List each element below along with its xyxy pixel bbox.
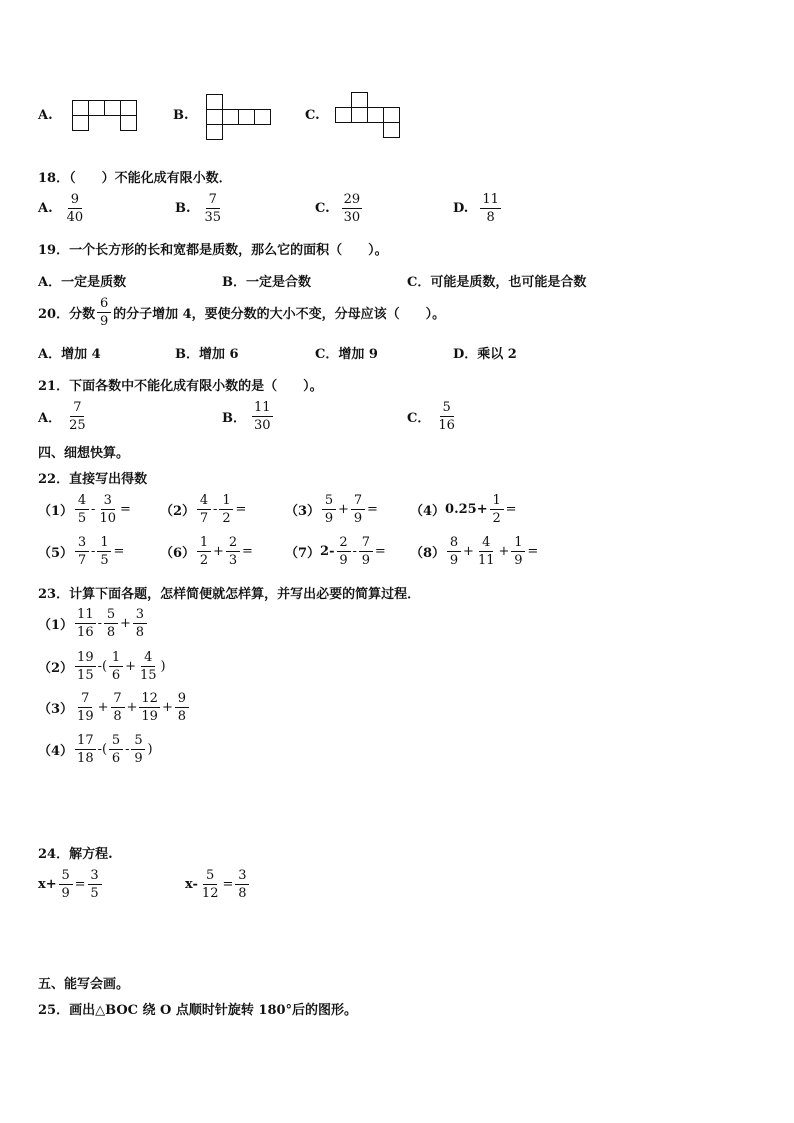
text: C. — [315, 201, 330, 216]
text: - — [91, 544, 96, 559]
text: + — [338, 502, 349, 517]
q19-option-a — [38, 271, 126, 290]
q18-option-b — [175, 193, 225, 224]
fraction — [67, 401, 88, 432]
q22-item-7 — [285, 536, 386, 567]
fraction — [111, 692, 125, 723]
q23-item-2 — [38, 651, 166, 682]
numerator: 4 — [75, 494, 89, 510]
fraction — [97, 536, 111, 567]
denominator: 9 — [514, 553, 523, 568]
numerator: 1 — [511, 536, 525, 552]
text: B．增加 6 — [175, 347, 239, 362]
denominator: 9 — [99, 314, 109, 329]
text: （3） — [38, 702, 74, 717]
text: ) — [160, 659, 166, 674]
fraction — [104, 608, 118, 639]
text: （1） — [38, 504, 74, 519]
q22-stem — [38, 468, 147, 487]
denominator: 8 — [177, 709, 186, 724]
text: ) — [147, 742, 153, 757]
fraction — [235, 869, 249, 900]
fraction — [219, 494, 233, 525]
fraction — [131, 734, 145, 765]
numerator: 1 — [219, 494, 233, 510]
denominator: 30 — [254, 418, 271, 433]
numerator: 8 — [447, 536, 461, 552]
numerator: 2 — [226, 536, 240, 552]
text: = — [222, 877, 234, 892]
text: B． — [222, 411, 246, 426]
fraction — [65, 193, 86, 224]
denominator: 5 — [100, 553, 109, 568]
q19-stem — [38, 239, 388, 258]
denominator: 6 — [111, 751, 121, 766]
text: 五、能写会画。 — [38, 977, 130, 992]
text: + — [498, 544, 510, 559]
numerator: 9 — [68, 193, 82, 209]
q18-option-a — [38, 193, 87, 224]
q17-b-label: B. — [173, 108, 189, 123]
fraction — [203, 193, 224, 224]
fraction — [75, 608, 96, 639]
fraction — [175, 692, 189, 723]
section-4-title — [38, 442, 129, 461]
q18-option-d — [453, 193, 503, 224]
text: = — [527, 544, 539, 559]
denominator: 9 — [61, 886, 70, 901]
denominator: 9 — [339, 553, 348, 568]
fraction — [197, 536, 211, 567]
text: + — [161, 700, 173, 715]
text: （8） — [410, 546, 446, 561]
fraction — [97, 494, 118, 525]
q17-net-b — [206, 94, 272, 142]
fraction — [75, 734, 96, 765]
text: （2） — [38, 661, 74, 676]
text: = — [366, 502, 378, 517]
numerator: 3 — [133, 608, 147, 624]
fraction — [342, 193, 363, 224]
numerator: 5 — [131, 734, 145, 750]
q17-c-label: C. — [305, 108, 320, 123]
denominator: 6 — [111, 668, 121, 683]
text: = — [241, 544, 253, 559]
q17-option-c — [305, 108, 320, 123]
denominator: 5 — [77, 511, 87, 526]
denominator: 8 — [238, 886, 247, 901]
denominator: 16 — [438, 418, 455, 433]
text: x+ — [38, 877, 57, 892]
numerator: 6 — [97, 297, 111, 313]
fraction — [97, 297, 111, 328]
q21-option-c — [407, 401, 459, 432]
numerator: 7 — [78, 692, 92, 708]
text: - — [213, 502, 218, 517]
q18-option-c — [315, 193, 364, 224]
q17-option-a — [38, 108, 53, 123]
text: 23．计算下面各题，怎样简便就怎样算，并写出必要的简算过程． — [38, 587, 421, 602]
text: （4） — [38, 744, 74, 759]
denominator: 9 — [353, 511, 363, 526]
fraction — [59, 869, 73, 900]
denominator: 2 — [222, 511, 231, 526]
text: 的分子增加 4，要使分数的大小不变，分母应该（ ）。 — [113, 307, 446, 322]
numerator: 19 — [77, 650, 94, 665]
fraction — [337, 536, 351, 567]
fraction — [200, 869, 221, 900]
text: A．增加 4 — [38, 347, 101, 362]
q17-option-b — [173, 108, 189, 123]
numerator: 5 — [59, 869, 73, 885]
text: 19．一个长方形的长和宽都是质数，那么它的面积（ ）。 — [38, 243, 388, 258]
text: （5） — [38, 546, 74, 561]
numerator: 3 — [101, 494, 115, 510]
denominator: 5 — [90, 886, 99, 901]
numerator: 5 — [109, 734, 123, 750]
text: B. — [175, 201, 191, 216]
text: - — [352, 544, 357, 559]
numerator: 5 — [203, 869, 217, 885]
section-5-title — [38, 973, 129, 992]
fraction — [476, 536, 497, 567]
text: C．增加 9 — [315, 347, 378, 362]
fraction — [359, 536, 373, 567]
text: -( — [97, 742, 108, 757]
denominator: 10 — [99, 511, 116, 526]
text: D. — [453, 201, 469, 216]
numerator: 1 — [490, 494, 504, 510]
text: A． — [38, 411, 62, 426]
q24-equation-1 — [38, 869, 104, 900]
q20-option-b — [175, 343, 239, 362]
text: x- — [185, 877, 198, 892]
denominator: 8 — [113, 709, 122, 724]
text: A. — [38, 201, 53, 216]
q19-option-b — [222, 271, 311, 290]
q23-item-1 — [38, 608, 149, 639]
text: 四、细想快算。 — [38, 446, 130, 461]
text: C．可能是质数，也可能是合数 — [407, 275, 587, 290]
fraction — [322, 494, 336, 525]
fraction — [109, 734, 123, 765]
text: = — [374, 544, 386, 559]
fraction — [88, 869, 102, 900]
denominator: 9 — [361, 553, 371, 568]
denominator: 7 — [199, 511, 209, 526]
denominator: 19 — [141, 709, 158, 724]
q17-net-c — [335, 92, 403, 142]
text: （1） — [38, 618, 74, 633]
fraction — [252, 401, 273, 432]
numerator: 4 — [197, 494, 211, 510]
denominator: 12 — [201, 886, 219, 901]
numerator: 3 — [235, 869, 249, 885]
text: 21．下面各数中不能化成有限小数的是（ ）。 — [38, 379, 323, 394]
q24-stem — [38, 843, 113, 862]
q22-item-6 — [160, 536, 253, 567]
q22-item-5 — [38, 536, 124, 567]
numerator: 7 — [70, 401, 84, 417]
denominator: 8 — [135, 625, 145, 640]
denominator: 9 — [449, 553, 459, 568]
numerator: 3 — [88, 869, 102, 885]
numerator: 29 — [343, 192, 361, 207]
numerator: 1 — [109, 651, 123, 667]
q20-option-a — [38, 343, 101, 362]
denominator: 3 — [228, 553, 238, 568]
q19-option-c — [407, 271, 586, 290]
numerator: 4 — [479, 536, 493, 552]
denominator: 16 — [77, 625, 94, 640]
text: - — [125, 742, 130, 757]
q21-option-a — [38, 401, 90, 432]
text: = — [74, 877, 86, 892]
numerator: 5 — [440, 401, 454, 417]
text: = — [235, 502, 247, 517]
text: + — [120, 616, 131, 631]
text: + — [97, 700, 109, 715]
text: A．一定是质数 — [38, 275, 127, 290]
text: + — [125, 659, 136, 674]
text: （7） — [285, 546, 321, 561]
numerator: 2 — [337, 536, 351, 552]
text: = — [505, 502, 517, 517]
q23-item-4 — [38, 734, 153, 765]
q21-stem — [38, 375, 323, 394]
fraction — [447, 536, 461, 567]
fraction — [351, 494, 365, 525]
fraction — [511, 536, 525, 567]
numerator: 7 — [359, 536, 373, 552]
text: 0.25+ — [445, 502, 488, 517]
q22-item-8 — [410, 536, 538, 567]
numerator: 7 — [351, 494, 365, 510]
fraction — [75, 536, 89, 567]
fraction — [138, 651, 159, 682]
q22-item-1 — [38, 494, 131, 525]
q18-stem — [38, 167, 232, 186]
text: 22．直接写出得数 — [38, 472, 148, 487]
numerator: 5 — [104, 608, 118, 624]
denominator: 7 — [77, 553, 87, 568]
text: （3） — [285, 504, 321, 519]
text: D．乘以 2 — [453, 347, 517, 362]
denominator: 15 — [77, 668, 94, 683]
fraction — [197, 494, 211, 525]
q17-net-a — [72, 100, 138, 132]
text: -( — [97, 659, 108, 674]
fraction — [75, 651, 96, 682]
denominator: 2 — [492, 511, 501, 526]
fraction — [139, 692, 160, 723]
text: 24．解方程. — [38, 847, 113, 862]
denominator: 8 — [106, 625, 116, 640]
fraction — [480, 193, 501, 224]
fraction — [75, 494, 89, 525]
fraction — [133, 608, 147, 639]
numerator: 7 — [206, 193, 220, 209]
numerator: 11 — [254, 400, 271, 415]
denominator: 25 — [69, 418, 86, 433]
numerator: 3 — [75, 536, 89, 552]
fraction — [109, 651, 123, 682]
numerator: 1 — [97, 536, 111, 552]
numerator: 17 — [77, 733, 94, 748]
text: - — [91, 502, 96, 517]
numerator: 4 — [141, 651, 155, 667]
text: C． — [407, 411, 431, 426]
numerator: 5 — [322, 494, 336, 510]
denominator: 9 — [324, 511, 334, 526]
denominator: 8 — [486, 210, 495, 225]
numerator: 7 — [111, 692, 125, 708]
text: （4） — [410, 504, 446, 519]
text: + — [126, 700, 138, 715]
text: 18．（ ）不能化成有限小数． — [38, 171, 232, 186]
numerator: 9 — [175, 692, 189, 708]
q25-stem — [38, 999, 357, 1018]
denominator: 18 — [77, 751, 94, 766]
text: B．一定是合数 — [222, 275, 311, 290]
denominator: 40 — [66, 210, 84, 225]
denominator: 15 — [139, 668, 157, 683]
fraction — [75, 692, 96, 723]
q22-item-2 — [160, 494, 246, 525]
text: + — [213, 544, 224, 559]
text: 20．分数 — [38, 307, 96, 322]
denominator: 2 — [199, 553, 209, 568]
denominator: 19 — [77, 709, 94, 724]
fraction — [436, 401, 457, 432]
fraction — [226, 536, 240, 567]
text: = — [113, 544, 125, 559]
denominator: 9 — [134, 751, 143, 766]
text: （2） — [160, 504, 196, 519]
numerator: 11 — [77, 607, 94, 622]
numerator: 1 — [197, 536, 211, 552]
q22-item-4 — [410, 494, 517, 525]
q24-equation-2 — [185, 869, 251, 900]
numerator: 12 — [141, 691, 158, 706]
q21-option-b — [222, 401, 275, 432]
text: = — [120, 502, 131, 517]
text: （6） — [160, 546, 196, 561]
text: 25．画出△BOC 绕 O 点顺时针旋转 180°后的图形。 — [38, 1003, 358, 1018]
q20-option-c — [315, 343, 378, 362]
denominator: 35 — [204, 210, 222, 225]
fraction — [490, 494, 504, 525]
text: - — [97, 616, 102, 631]
text: 2- — [320, 544, 335, 559]
q23-stem — [38, 583, 420, 602]
q22-item-3 — [285, 494, 378, 525]
q20-stem — [38, 297, 445, 328]
denominator: 30 — [343, 210, 361, 225]
q20-option-d — [453, 343, 517, 362]
q23-item-3 — [38, 692, 191, 723]
denominator: 11 — [477, 553, 495, 568]
numerator: 11 — [482, 192, 499, 207]
text: + — [463, 544, 474, 559]
q17-a-label: A. — [38, 108, 53, 123]
